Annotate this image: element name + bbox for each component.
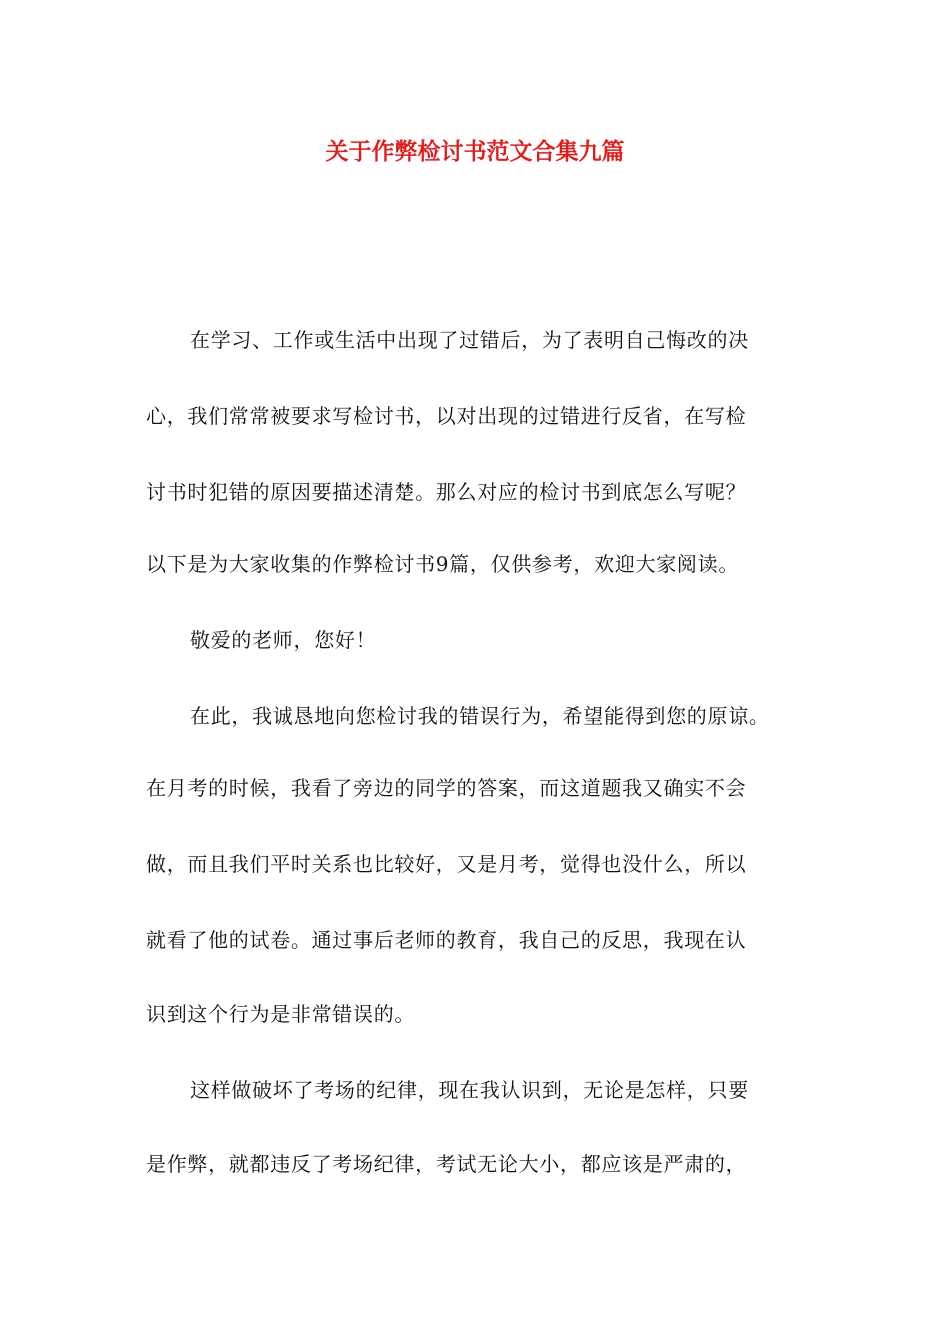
body-line-2: 心，我们常常被要求写检讨书，以对出现的过错进行反省，在写检 [146,404,747,428]
greeting-line: 敬爱的老师，您好！ [190,628,377,652]
body-line-10: 识到这个行为是非常错误的。 [146,1002,416,1026]
body-line-12: 是作弊，就都违反了考场纪律，考试无论大小，都应该是严肃的， [146,1152,747,1176]
body-line-6: 在此，我诚恳地向您检讨我的错误行为，希望能得到您的原谅。 [190,704,770,728]
body-line-1: 在学习、工作或生活中出现了过错后，为了表明自己悔改的决 [190,328,749,352]
document-title: 关于作弊检讨书范文合集九篇 [325,138,625,165]
body-line-11: 这样做破坏了考场的纪律，现在我认识到，无论是怎样，只要 [190,1078,749,1102]
body-line-9: 就看了他的试卷。通过事后老师的教育，我自己的反思，我现在认 [146,928,747,952]
body-line-3: 讨书时犯错的原因要描述清楚。那么对应的检讨书到底怎么写呢？ [146,480,747,504]
body-line-4: 以下是为大家收集的作弊检讨书9篇，仅供参考，欢迎大家阅读。 [146,552,740,576]
body-line-7: 在月考的时候，我看了旁边的同学的答案，而这道题我又确实不会 [146,776,747,800]
body-line-8: 做，而且我们平时关系也比较好，又是月考，觉得也没什么，所以 [146,852,747,876]
